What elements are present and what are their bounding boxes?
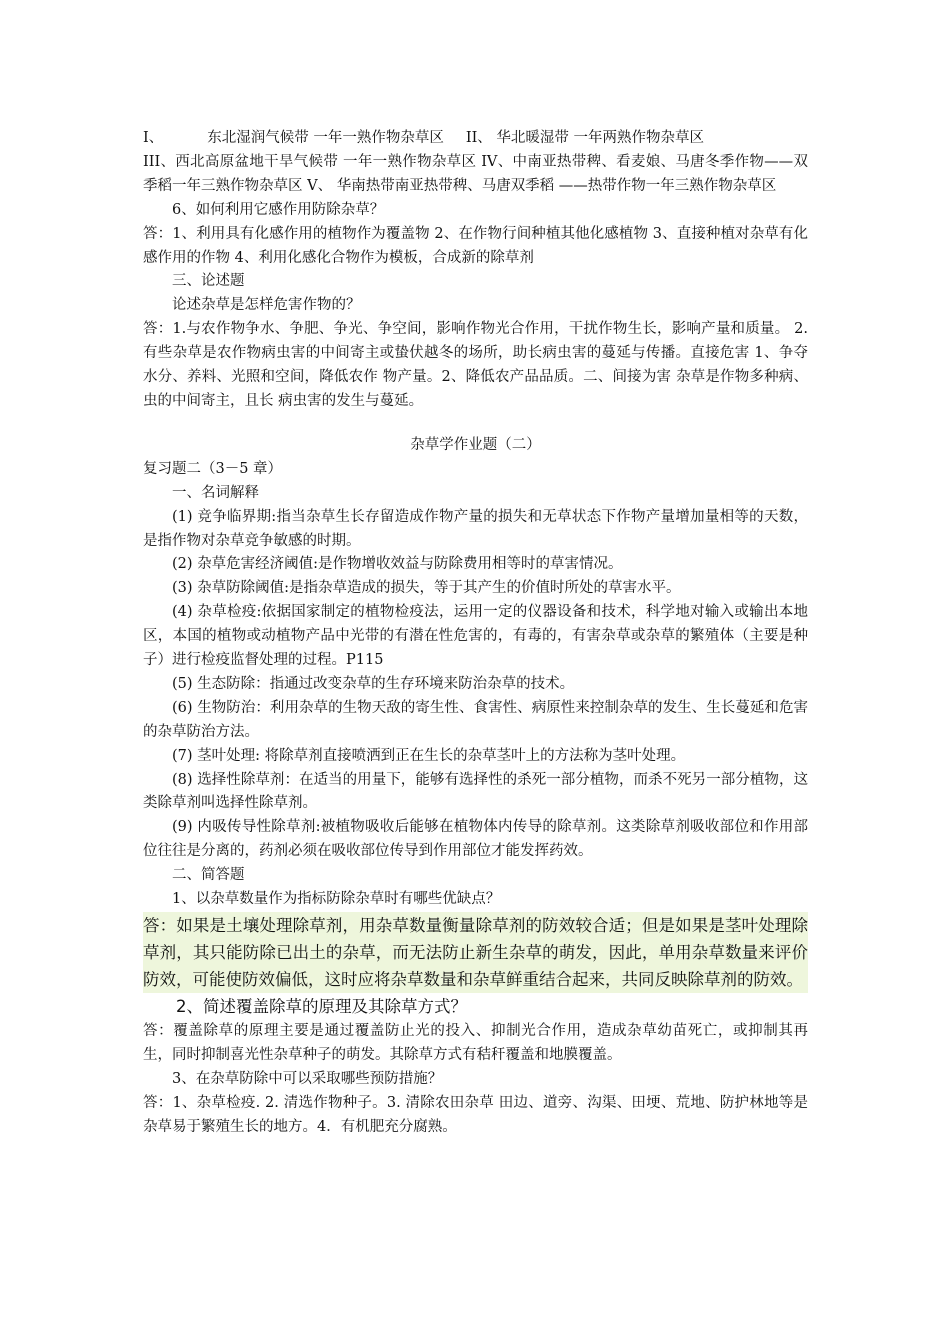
zones-line-1: [143, 127, 808, 151]
term-1: (1) 竞争临界期:指当杂草生长存留造成作物产量的损失和无草状态下作物产量增加量相等的天数，是指作物对杂草竞争敏感的时期。: [143, 508, 808, 549]
short-question-3: 3、在杂草防除中可以采取哪些预防措施？: [172, 1070, 443, 1087]
zones-rest: III、西北高原盆地干旱气候带 一年一熟作物杂草区 IV、中南亚热带稗、看麦娘、马唐冬季作物——双季稻一年三熟作物杂草区 V、 华南热带南亚热带稗、马唐双季稻 ——热带作物一年三熟作物杂草区: [143, 153, 808, 194]
section-subtitle: 复习题二（3－5 章）: [143, 460, 283, 477]
section-title: 杂草学作业题（二）: [410, 436, 541, 453]
short-heading: 二、简答题: [172, 867, 245, 884]
terms-heading: 一、名词解释: [172, 484, 259, 501]
term-6: (6) 生物防治：利用杂草的生物天敌的寄生性、食害性、病原性来控制杂草的发生、生长蔓延和危害的杂草防治方法。: [143, 699, 808, 740]
short-question-1: 1、以杂草数量作为指标防除杂草时有哪些优缺点？: [172, 891, 501, 908]
essay-heading: 三、论述题: [172, 273, 245, 290]
short-answer-1-highlighted: 答：如果是土壤处理除草剂，用杂草数量衡量除草剂的防效较合适；但是如果是茎叶处理除草剂，其只能防除已出土的杂草，而无法防止新生杂草的萌发，因此，单用杂草数量来评价防效，可能使防效偏低，这时应将杂草数量和杂草鲜重结合起来，共同反映除草剂的防效。: [143, 912, 808, 993]
term-5: (5) 生态防除：指通过改变杂草的生存环境来防治杂草的技术。: [172, 675, 575, 692]
q6-answer: 答：1、利用具有化感作用的植物作为覆盖物 2、在作物行间种植其他化感植物 3、直接种植对杂草有化感作用的作物 4、利用化感化合物作为模板，合成新的除草剂: [143, 225, 808, 266]
zone-2: II、 华北暖湿带 一年两熟作物杂草区: [465, 130, 705, 146]
short-answer-2: 答：覆盖除草的原理主要是通过覆盖防止光的投入、抑制光合作用，造成杂草幼苗死亡，或抑制其再生，同时抑制喜光性杂草种子的萌发。其除草方式有秸秆覆盖和地膜覆盖。: [143, 1023, 808, 1063]
zone-label-1: I、: [143, 130, 164, 146]
term-2: (2) 杂草危害经济阈值:是作物增收效益与防除费用相等时的草害情况。: [172, 556, 623, 573]
term-9: (9) 内吸传导性除草剂:被植物吸收后能够在植物体内传导的除草剂。这类除草剂吸收部位和作用部位往往是分离的，药剂必须在吸收部位传导到作用部位才能发挥药效。: [143, 819, 808, 860]
essay-question: 论述杂草是怎样危害作物的？: [172, 297, 361, 314]
term-7: (7) 茎叶处理: 将除草剂直接喷洒到正在生长的杂草茎叶上的方法称为茎叶处理。: [172, 747, 686, 764]
q6-question: 6、如何利用它感作用防除杂草？: [172, 201, 385, 218]
short-question-2: 2、简述覆盖除草的原理及其除草方式？: [176, 997, 467, 1016]
zone-1: 东北湿润气候带 一年一熟作物杂草区: [207, 130, 444, 146]
document-body: [143, 127, 808, 1140]
term-3: (3) 杂草防除阈值:是指杂草造成的损失，等于其产生的价值时所处的草害水平。: [172, 580, 681, 597]
term-8: (8) 选择性除草剂：在适当的用量下，能够有选择性的杀死一部分植物，而杀不死另一部分植物，这类除草剂叫选择性除草剂。: [143, 771, 808, 812]
short-answer-3: 答：1、杂草检疫. 2. 清选作物种子。3. 清除农田杂草 田边、道旁、沟渠、田埂、荒地、防护林地等是杂草易于繁殖生长的地方。4．有机肥充分腐熟。: [143, 1094, 808, 1135]
essay-answer: 答：1.与农作物争水、争肥、争光、争空间，影响作物光合作用，干扰作物生长，影响产量和质量。 2.有些杂草是农作物病虫害的中间寄主或蛰伏越冬的场所，助长病虫害的蔓延与传播。直接危害 1、争夺水分、养料、光照和空间，降低农作 物产量。2、降低农产品品质。二、间接为害 杂草是作物多种病、虫的中间寄主，且长 病虫害的发生与蔓延。: [143, 321, 808, 409]
term-4: (4) 杂草检疫:依据国家制定的植物检疫法，运用一定的仪器设备和技术，科学地对输入或输出本地区，本国的植物或动植物产品中光带的有潜在性危害的，有毒的，有害杂草或杂草的繁殖体（主要是种子）进行检疫监督处理的过程。P115: [143, 604, 808, 669]
